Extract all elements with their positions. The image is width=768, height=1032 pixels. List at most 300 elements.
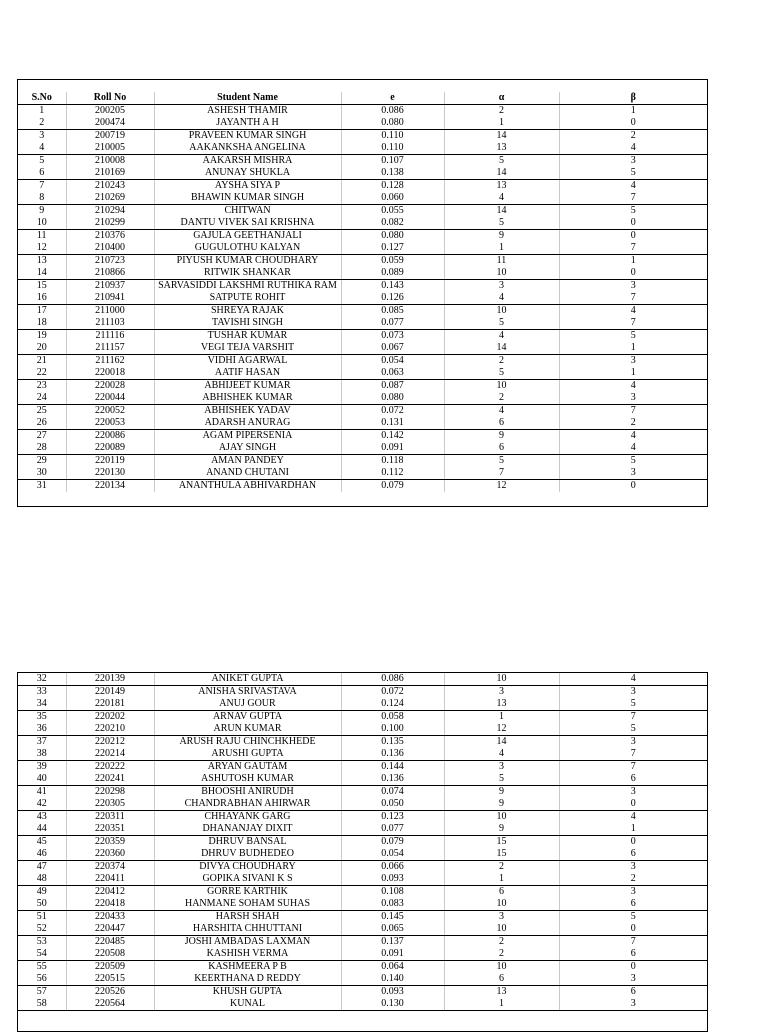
cell-beta: 6 (559, 773, 707, 786)
table-row (18, 342, 707, 355)
cell-student-name: HARSH SHAH (154, 911, 341, 924)
cell-e: 0.055 (341, 205, 444, 218)
cell-beta: 7 (559, 936, 707, 949)
cell-sno: 37 (36, 736, 47, 747)
cell-alpha: 2 (444, 936, 559, 949)
cell-student-name: AYSHA SIYA P (154, 180, 341, 193)
cell-alpha: 5 (444, 217, 559, 230)
cell-alpha: 5 (444, 455, 559, 468)
cell-roll-no: 220509 (66, 961, 154, 974)
table-row (18, 923, 707, 936)
cell-alpha: 6 (444, 973, 559, 986)
cell-student-name: AAKARSH MISHRA (154, 155, 341, 168)
cell-e: 0.126 (341, 292, 444, 305)
cell-beta: 5 (559, 205, 707, 218)
cell-beta: 7 (559, 711, 707, 724)
cell-student-name: HARSHITA CHHUTTANI (154, 923, 341, 936)
cell-student-name: GORRE KARTHIK (154, 886, 341, 899)
cell-roll-no: 210723 (66, 255, 154, 268)
cell-roll-no: 220028 (66, 380, 154, 393)
cell-alpha: 13 (444, 142, 559, 155)
cell-roll-no: 220515 (66, 973, 154, 986)
cell-beta: 1 (559, 105, 707, 118)
cell-beta: 1 (559, 367, 707, 380)
cell-student-name: AMAN PANDEY (154, 455, 341, 468)
header-roll-no: Roll No (66, 92, 154, 105)
cell-beta: 2 (559, 130, 707, 143)
cell-e: 0.118 (341, 455, 444, 468)
cell-alpha: 2 (444, 105, 559, 118)
cell-sno: 45 (36, 836, 47, 847)
table-row (18, 911, 707, 924)
cell-alpha: 13 (444, 180, 559, 193)
cell-roll-no: 211157 (66, 342, 154, 355)
cell-e: 0.073 (341, 330, 444, 343)
cell-sno: 39 (36, 761, 47, 772)
cell-sno: 5 (39, 155, 45, 166)
cell-roll-no: 210866 (66, 267, 154, 280)
table-row (18, 861, 707, 874)
cell-student-name: PRAVEEN KUMAR SINGH (154, 130, 341, 143)
cell-e: 0.127 (341, 242, 444, 255)
cell-beta: 7 (559, 242, 707, 255)
cell-student-name: SARVASIDDI LAKSHMI RUTHIKA RAM (154, 280, 341, 293)
header-student-name: Student Name (154, 92, 341, 105)
cell-sno: 46 (18, 848, 66, 861)
cell-roll-no: 220149 (66, 686, 154, 699)
cell-sno: 26 (18, 417, 66, 430)
cell-roll-no: 210294 (66, 205, 154, 218)
cell-beta: 4 (559, 811, 707, 824)
cell-student-name: GAJULA GEETHANJALI (154, 230, 341, 243)
cell-sno: 1 (39, 105, 45, 116)
table-row (18, 698, 707, 711)
cell-e: 0.059 (341, 255, 444, 268)
cell-alpha: 4 (444, 748, 559, 761)
cell-roll-no: 220202 (66, 711, 154, 724)
table-row (18, 480, 707, 493)
table-row (18, 242, 707, 255)
cell-alpha: 9 (444, 430, 559, 443)
cell-beta: 4 (559, 142, 707, 155)
cell-e: 0.123 (341, 811, 444, 824)
cell-student-name: CHHAYANK GARG (154, 811, 341, 824)
cell-sno: 55 (36, 961, 47, 972)
cell-e: 0.079 (341, 836, 444, 849)
cell-student-name: ANUNAY SHUKLA (154, 167, 341, 180)
cell-e: 0.136 (341, 748, 444, 761)
cell-sno: 7 (39, 180, 45, 191)
cell-e: 0.142 (341, 430, 444, 443)
cell-beta: 0 (559, 267, 707, 280)
cell-beta: 6 (559, 898, 707, 911)
cell-e: 0.050 (341, 798, 444, 811)
cell-sno: 47 (36, 861, 47, 872)
cell-roll-no: 220374 (66, 861, 154, 874)
cell-beta: 7 (559, 192, 707, 205)
table-row (18, 961, 707, 974)
cell-alpha: 9 (444, 823, 559, 836)
cell-sno: 20 (18, 342, 66, 355)
table-row (18, 117, 707, 130)
cell-alpha: 1 (444, 998, 559, 1011)
cell-student-name: TUSHAR KUMAR (154, 330, 341, 343)
cell-roll-no: 220222 (66, 761, 154, 774)
cell-alpha: 10 (444, 961, 559, 974)
cell-beta: 5 (559, 698, 707, 711)
table-body-2 (18, 673, 707, 1011)
cell-e: 0.145 (341, 911, 444, 924)
cell-beta: 3 (559, 355, 707, 368)
cell-student-name: VIDHI AGARWAL (154, 355, 341, 368)
cell-alpha: 13 (444, 698, 559, 711)
cell-student-name: KHUSH GUPTA (154, 986, 341, 999)
cell-sno: 22 (18, 367, 66, 380)
cell-roll-no: 220053 (66, 417, 154, 430)
cell-sno: 41 (36, 786, 47, 797)
cell-beta: 0 (559, 923, 707, 936)
cell-alpha: 15 (444, 836, 559, 849)
table-row (18, 255, 707, 268)
table-row (18, 873, 707, 886)
table-row (18, 430, 707, 443)
cell-student-name: KASHMEERA P B (154, 961, 341, 974)
table-row (18, 230, 707, 243)
table-row (18, 217, 707, 230)
cell-e: 0.067 (341, 342, 444, 355)
cell-beta: 1 (559, 255, 707, 268)
cell-sno: 51 (36, 911, 47, 922)
cell-roll-no: 211103 (66, 317, 154, 330)
cell-sno: 53 (36, 936, 47, 947)
cell-roll-no: 210400 (66, 242, 154, 255)
cell-roll-no: 210937 (66, 280, 154, 293)
cell-sno: 36 (18, 723, 66, 736)
cell-sno: 4 (18, 142, 66, 155)
cell-alpha: 4 (444, 192, 559, 205)
cell-student-name: AATIF HASAN (154, 367, 341, 380)
cell-roll-no: 211162 (66, 355, 154, 368)
cell-sno: 16 (18, 292, 66, 305)
cell-beta: 3 (559, 686, 707, 699)
table-row (18, 773, 707, 786)
cell-e: 0.143 (341, 280, 444, 293)
cell-alpha: 1 (444, 873, 559, 886)
cell-alpha: 12 (444, 480, 559, 493)
cell-alpha: 12 (444, 723, 559, 736)
cell-sno: 2 (18, 117, 66, 130)
cell-beta: 0 (559, 836, 707, 849)
cell-sno: 15 (36, 280, 47, 291)
cell-roll-no: 210376 (66, 230, 154, 243)
cell-roll-no: 220526 (66, 986, 154, 999)
cell-roll-no: 220086 (66, 430, 154, 443)
table-row (18, 736, 707, 749)
cell-e: 0.100 (341, 723, 444, 736)
cell-alpha: 9 (444, 230, 559, 243)
cell-sno: 13 (36, 255, 47, 266)
table-row (18, 267, 707, 280)
table-row (18, 392, 707, 405)
table-row (18, 673, 707, 686)
cell-beta: 5 (559, 723, 707, 736)
table-row (18, 355, 707, 368)
table-row (18, 786, 707, 799)
table-row (18, 886, 707, 899)
cell-roll-no: 220210 (66, 723, 154, 736)
cell-e: 0.080 (341, 392, 444, 405)
cell-e: 0.136 (341, 773, 444, 786)
cell-roll-no: 200719 (66, 130, 154, 143)
cell-student-name: ARYAN GAUTAM (154, 761, 341, 774)
cell-e: 0.063 (341, 367, 444, 380)
table-row (18, 998, 707, 1011)
table-row (18, 686, 707, 699)
cell-student-name: KASHISH VERMA (154, 948, 341, 961)
cell-beta: 6 (559, 948, 707, 961)
cell-e: 0.087 (341, 380, 444, 393)
cell-roll-no: 210169 (66, 167, 154, 180)
table-row (18, 105, 707, 118)
cell-sno: 49 (36, 886, 47, 897)
cell-alpha: 10 (444, 267, 559, 280)
table-page-2 (17, 672, 708, 1032)
cell-sno: 58 (18, 998, 66, 1011)
cell-sno: 28 (18, 442, 66, 455)
cell-beta: 3 (559, 786, 707, 799)
cell-student-name: HANMANE SOHAM SUHAS (154, 898, 341, 911)
cell-roll-no: 211116 (66, 330, 154, 343)
cell-alpha: 9 (444, 798, 559, 811)
cell-e: 0.072 (341, 405, 444, 418)
cell-student-name: GUGULOTHU KALYAN (154, 242, 341, 255)
cell-e: 0.140 (341, 973, 444, 986)
cell-beta: 3 (559, 467, 707, 480)
cell-student-name: TAVISHI SINGH (154, 317, 341, 330)
cell-e: 0.089 (341, 267, 444, 280)
table-row (18, 142, 707, 155)
cell-roll-no: 220485 (66, 936, 154, 949)
cell-beta: 4 (559, 673, 707, 686)
cell-sno: 33 (36, 686, 47, 697)
cell-alpha: 9 (444, 786, 559, 799)
cell-student-name: ARUSHI GUPTA (154, 748, 341, 761)
cell-e: 0.054 (341, 355, 444, 368)
cell-e: 0.079 (341, 480, 444, 493)
cell-student-name: DHRUV BUDHEDEO (154, 848, 341, 861)
table-row (18, 317, 707, 330)
cell-beta: 3 (559, 861, 707, 874)
cell-roll-no: 220018 (66, 367, 154, 380)
cell-student-name: AGAM PIPERSENIA (154, 430, 341, 443)
table-row (18, 973, 707, 986)
cell-beta: 0 (559, 798, 707, 811)
cell-alpha: 3 (444, 911, 559, 924)
cell-sno: 27 (36, 430, 47, 441)
cell-roll-no: 220305 (66, 798, 154, 811)
cell-sno: 3 (39, 130, 45, 141)
cell-sno: 57 (36, 986, 47, 997)
cell-sno: 12 (18, 242, 66, 255)
cell-student-name: SATPUTE ROHIT (154, 292, 341, 305)
cell-roll-no: 210269 (66, 192, 154, 205)
cell-e: 0.085 (341, 305, 444, 318)
cell-beta: 5 (559, 330, 707, 343)
cell-e: 0.131 (341, 417, 444, 430)
table-row (18, 380, 707, 393)
cell-sno: 18 (18, 317, 66, 330)
cell-student-name: ADARSH ANURAG (154, 417, 341, 430)
cell-beta: 6 (559, 848, 707, 861)
cell-alpha: 5 (444, 155, 559, 168)
table-row (18, 130, 707, 143)
cell-roll-no: 220311 (66, 811, 154, 824)
table-row (18, 723, 707, 736)
cell-student-name: CHANDRABHAN AHIRWAR (154, 798, 341, 811)
table-row (18, 467, 707, 480)
cell-sno: 56 (18, 973, 66, 986)
cell-alpha: 10 (444, 673, 559, 686)
cell-alpha: 15 (444, 848, 559, 861)
cell-beta: 4 (559, 380, 707, 393)
cell-alpha: 1 (444, 117, 559, 130)
cell-beta: 6 (559, 986, 707, 999)
table-row (18, 292, 707, 305)
cell-alpha: 14 (444, 205, 559, 218)
cell-beta: 5 (559, 167, 707, 180)
cell-beta: 4 (559, 180, 707, 193)
cell-beta: 7 (559, 405, 707, 418)
table-page-1 (17, 79, 708, 507)
cell-alpha: 10 (444, 380, 559, 393)
cell-roll-no: 220052 (66, 405, 154, 418)
cell-e: 0.093 (341, 873, 444, 886)
cell-alpha: 10 (444, 305, 559, 318)
cell-e: 0.138 (341, 167, 444, 180)
cell-sno: 23 (36, 380, 47, 391)
cell-student-name: ARUN KUMAR (154, 723, 341, 736)
table-row (18, 848, 707, 861)
cell-beta: 0 (559, 217, 707, 230)
cell-e: 0.110 (341, 130, 444, 143)
cell-beta: 1 (559, 823, 707, 836)
cell-student-name: DHRUV BANSAL (154, 836, 341, 849)
cell-alpha: 14 (444, 342, 559, 355)
cell-student-name: ABHIJEET KUMAR (154, 380, 341, 393)
cell-student-name: JAYANTH A H (154, 117, 341, 130)
cell-roll-no: 220298 (66, 786, 154, 799)
cell-alpha: 14 (444, 167, 559, 180)
cell-beta: 7 (559, 317, 707, 330)
table-row (18, 823, 707, 836)
cell-roll-no: 220119 (66, 455, 154, 468)
cell-roll-no: 220359 (66, 836, 154, 849)
cell-alpha: 10 (444, 923, 559, 936)
cell-e: 0.091 (341, 442, 444, 455)
cell-sno: 17 (36, 305, 47, 316)
table-row (18, 748, 707, 761)
cell-sno: 32 (18, 673, 66, 686)
cell-student-name: ASHUTOSH KUMAR (154, 773, 341, 786)
cell-beta: 3 (559, 998, 707, 1011)
cell-beta: 3 (559, 280, 707, 293)
cell-roll-no: 210243 (66, 180, 154, 193)
cell-e: 0.082 (341, 217, 444, 230)
cell-e: 0.060 (341, 192, 444, 205)
header-row (18, 92, 707, 105)
cell-student-name: SHREYA RAJAK (154, 305, 341, 318)
table-row (18, 711, 707, 724)
cell-beta: 0 (559, 480, 707, 493)
cell-student-name: RITWIK SHANKAR (154, 267, 341, 280)
cell-student-name: AAKANKSHA ANGELINA (154, 142, 341, 155)
table-row (18, 898, 707, 911)
cell-e: 0.074 (341, 786, 444, 799)
cell-student-name: ANIKET GUPTA (154, 673, 341, 686)
cell-student-name: GOPIKA SIVANI K S (154, 873, 341, 886)
header-alpha: α (444, 92, 559, 105)
cell-sno: 50 (18, 898, 66, 911)
cell-alpha: 3 (444, 761, 559, 774)
cell-sno: 48 (18, 873, 66, 886)
table-row (18, 192, 707, 205)
cell-roll-no: 220351 (66, 823, 154, 836)
cell-student-name: ARNAV GUPTA (154, 711, 341, 724)
table-row (18, 405, 707, 418)
cell-roll-no: 210008 (66, 155, 154, 168)
cell-alpha: 14 (444, 736, 559, 749)
cell-sno: 44 (18, 823, 66, 836)
cell-e: 0.108 (341, 886, 444, 899)
cell-alpha: 13 (444, 986, 559, 999)
cell-roll-no: 220418 (66, 898, 154, 911)
cell-student-name: ABHISHEK KUMAR (154, 392, 341, 405)
cell-roll-no: 220214 (66, 748, 154, 761)
table-row (18, 330, 707, 343)
cell-alpha: 4 (444, 292, 559, 305)
cell-sno: 31 (36, 480, 47, 491)
cell-roll-no: 200474 (66, 117, 154, 130)
cell-e: 0.072 (341, 686, 444, 699)
cell-alpha: 1 (444, 711, 559, 724)
cell-e: 0.130 (341, 998, 444, 1011)
table-row (18, 180, 707, 193)
cell-roll-no: 210299 (66, 217, 154, 230)
table-row (18, 167, 707, 180)
cell-roll-no: 220433 (66, 911, 154, 924)
table-row (18, 836, 707, 849)
header-beta: β (559, 92, 707, 105)
cell-beta: 5 (559, 455, 707, 468)
cell-beta: 3 (559, 736, 707, 749)
cell-alpha: 7 (444, 467, 559, 480)
cell-beta: 3 (559, 973, 707, 986)
cell-beta: 0 (559, 230, 707, 243)
cell-student-name: ANAND CHUTANI (154, 467, 341, 480)
cell-beta: 2 (559, 417, 707, 430)
cell-student-name: ANANTHULA ABHIVARDHAN (154, 480, 341, 493)
cell-roll-no: 220134 (66, 480, 154, 493)
table-row (18, 367, 707, 380)
cell-e: 0.086 (341, 673, 444, 686)
header-sno: S.No (18, 92, 66, 105)
cell-roll-no: 220447 (66, 923, 154, 936)
student-table-2 (18, 673, 707, 1011)
table-row (18, 936, 707, 949)
cell-student-name: KEERTHANA D REDDY (154, 973, 341, 986)
cell-e: 0.107 (341, 155, 444, 168)
cell-student-name: ARUSH RAJU CHINCHKHEDE (154, 736, 341, 749)
